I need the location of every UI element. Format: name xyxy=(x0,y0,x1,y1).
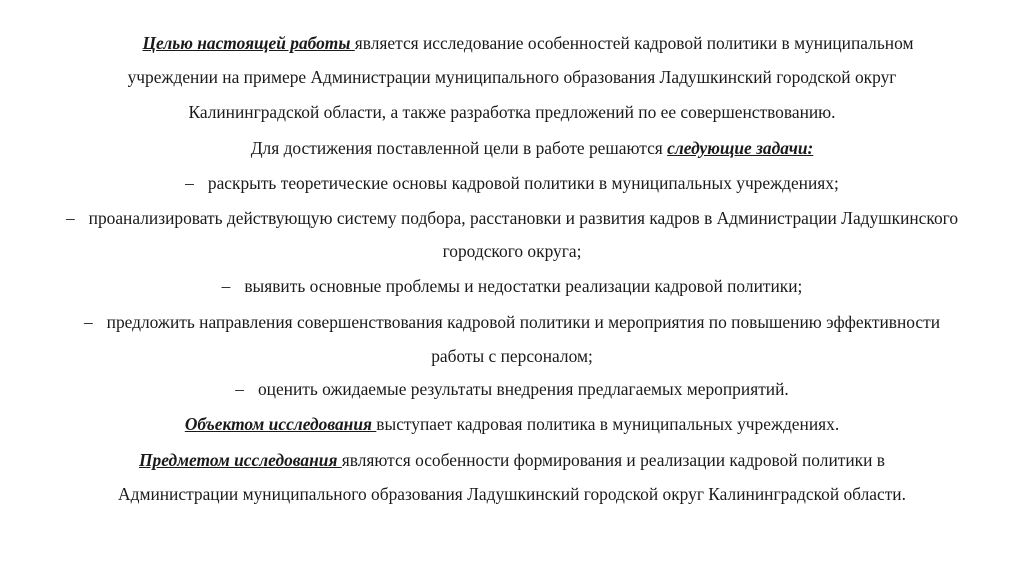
goal-line-1 xyxy=(0,32,1024,54)
object-label: Объектом исследования xyxy=(184,414,377,434)
task-item-3 xyxy=(0,275,1024,297)
dash-marker: – xyxy=(83,312,93,332)
goal-text-3: Калининградской области, а также разработка предложений по ее совершенствованию. xyxy=(188,102,836,122)
object-text: выступает кадровая политика в муниципальных учреждениях. xyxy=(376,414,840,434)
goal-label: Целью настоящей работы xyxy=(142,33,355,53)
subject-text-2: Администрации муниципального образования Ладушкинский городской округ Калининградской области. xyxy=(118,484,906,504)
goal-text-2: учреждении на примере Администрации муниципального образования Ладушкинский городской округ xyxy=(127,67,897,87)
task-text-2b: городского округа; xyxy=(442,241,582,261)
dash-marker: – xyxy=(221,276,231,296)
task-item-2 xyxy=(0,207,1024,229)
subject-line-2 xyxy=(0,483,1024,505)
task-text-3: выявить основные проблемы и недостатки реализации кадровой политики; xyxy=(244,276,803,296)
goal-line-2 xyxy=(0,66,1024,88)
tasks-intro-label: следующие задачи: xyxy=(667,138,814,158)
dash-marker: – xyxy=(235,379,244,399)
task-item-4 xyxy=(0,311,1024,333)
subject-label: Предметом исследования xyxy=(139,450,342,470)
goal-text-1: является исследование особенностей кадровой политики в муниципальном xyxy=(354,33,914,53)
subject-text-1: являются особенности формирования и реализации кадровой политики в xyxy=(341,450,885,470)
task-item-4-cont xyxy=(0,345,1024,367)
task-text-4a: предложить направления совершенствования кадровой политики и мероприятия по повышению эффективности xyxy=(106,312,941,332)
task-item-5 xyxy=(0,378,1024,400)
task-text-4b: работы с персоналом; xyxy=(431,346,593,366)
goal-line-3 xyxy=(0,101,1024,123)
subject-line-1 xyxy=(0,449,1024,471)
task-item-2-cont xyxy=(0,240,1024,262)
dash-marker: – xyxy=(65,208,75,228)
task-item-1 xyxy=(0,172,1024,194)
task-text-5: оценить ожидаемые результаты внедрения предлагаемых мероприятий. xyxy=(257,379,789,399)
task-text-2a: проанализировать действующую систему подбора, расстановки и развития кадров в Администрации Ладушкинского xyxy=(88,208,959,228)
object-line xyxy=(0,413,1024,435)
tasks-intro-text: Для достижения поставленной цели в работе решаются xyxy=(250,138,668,158)
dash-marker: – xyxy=(185,173,194,193)
tasks-intro-line xyxy=(0,137,1024,159)
task-text-1: раскрыть теоретические основы кадровой политики в муниципальных учреждениях; xyxy=(207,173,839,193)
